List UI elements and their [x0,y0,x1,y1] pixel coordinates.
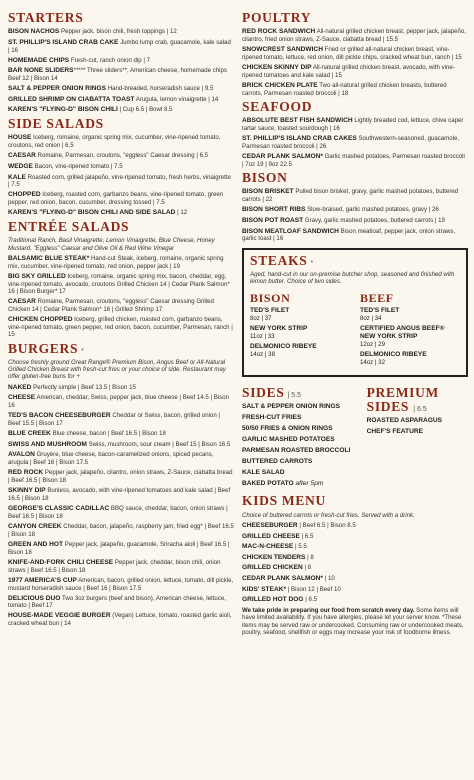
entree-salad-item [8,255,234,270]
side-item [242,480,359,488]
burger-item [8,612,234,627]
side-item-name: PARMESAN ROASTED BROCCOLI [242,447,351,455]
steaks-beef-heading: BEEF [360,290,394,305]
sides-list [242,403,359,489]
side-salad-item-desc: Iceberg, romaine, organic spring mix, cucumber, vine-ripened tomato, croutons, red onion | 6.5 [8,134,221,150]
burger-item-desc: Perfectly simple | Beef 13.5 | Bison 15 [31,383,136,391]
kids-menu-intro: Choice of buttered carrots or fresh-cut fries. Served with a drink. [242,511,415,519]
kids-item-desc: | Bison 12 | Beef 10 [286,585,341,593]
steaks-beef-list [360,307,460,367]
burger-item-name: SWISS AND MUSHROOM [8,440,87,448]
burger-item [8,577,234,592]
burgers-title-mark: * [81,347,84,355]
side-salad-item [8,174,234,189]
kids-item [242,586,468,594]
bison-steak-item-price: 8oz | 37 [250,314,272,322]
beef-steak-item-name: TED'S FILET [360,306,400,314]
kids-item-name: CHEESEBURGER [242,521,298,529]
steaks-intro: Aged, hand-cut in our on-premise butcher shop, seasoned and finished with lemon butter. Choice of two sides. [250,270,455,286]
starter-item-desc: Hand-breaded, horseradish sauce | 9.5 [106,85,214,93]
bison-item-name: BISON MEATLOAF SANDWICH [242,227,339,235]
burger-item-name: KNIFE-AND-FORK CHILI CHEESE [8,558,114,566]
starter-item [8,67,234,82]
steaks-bison-column [250,289,350,370]
burger-item-desc: Pepper jack, jalapeño, guacamole, Sriracha aioli | Beef 16.5 | Bison 18 [8,540,230,556]
burger-item [8,541,234,556]
premium-sides-title-line2: SIDES [366,398,410,414]
kids-item-desc: | Beef 6.5 | Bison 8.5 [297,521,356,529]
poultry-item-name: RED ROCK SANDWICH [242,28,316,36]
bison-steak-item-price: 11oz | 33 [250,333,275,341]
steaks-heading [250,254,460,268]
burger-item-name: CHEESE [8,394,36,402]
bison-item-desc: Slow-braised, garlic mashed potatoes, gravy | 26 [305,206,439,214]
side-item [242,403,359,411]
burger-item-desc: Gruyère, blue cheese, bacon-caramelized onions, spiced pecans, arugula | Beef 16 | Bison 17.5 [8,451,214,467]
kids-item-desc: | 8 [302,564,312,572]
poultry-item-name: CHICKEN SKINNY DIP [242,63,312,71]
beef-steak-item-name: DELMONICO RIBEYE [360,351,427,359]
burgers-title: BURGERS [8,340,79,356]
starter-item-name: BAR NONE SLIDERS [8,67,74,75]
beef-steak-item-name: CERTIFIED ANGUS BEEF® NEW YORK STRIP [360,325,445,341]
side-salad-item-name: WEDGE [8,162,33,170]
entree-salad-item-desc: Romaine, Parmesan, croutons, "eggless" Caesar dressing Grilled Chicken 14 | Cedar Plank Salmon* 16 | Grilled Shrimp 17 [8,298,214,314]
poultry-item [242,64,468,79]
burger-item [8,505,234,520]
burger-item [8,595,234,610]
steaks-title-mark: * [310,259,314,267]
premium-sides-list [367,417,468,436]
starter-item-desc: Jumbo lump crab, guacamole, kale salad | 16 [8,38,231,54]
starter-item-desc: Arugula, lemon vinaigrette | 14 [134,95,219,103]
burger-item-desc: (Vegan) Lettuce, tomato, roasted garlic aioli, cracked wheat bun | 14 [8,612,232,628]
side-salad-item [8,209,234,217]
burger-item [8,559,234,574]
seafood-heading: SEAFOOD [242,99,313,115]
premium-sides-column [367,383,468,492]
seafood-item-desc: Lightly breaded cod, lettuce, chive caper tartar sauce, toasted sourdough | 16 [242,117,464,133]
starter-item [8,57,234,65]
steaks-bison-heading: BISON [250,290,291,305]
side-salads-heading: SIDE SALADS [8,116,104,132]
side-salad-item [8,191,234,206]
steaks-grid [250,289,460,370]
poultry-item-desc: All-natural grilled chicken breast, pepper jack, jalapeño, cilantro, fried onion straws, Z-Sauce, ciabatta bread | 15.5 [242,28,467,44]
side-item-name: BAKED POTATO [242,480,294,488]
steaks-box [242,248,468,377]
seafood-list [242,117,468,168]
kids-item-name: CEDAR PLANK SALMON* [242,574,323,582]
starter-item-desc: ***** Three sliders**, American cheese, homemade chips Beef 12 | Bison 14 [8,67,227,83]
burger-item [8,487,234,502]
entree-salads-heading: ENTRÉE SALADS [8,219,130,235]
footnote-lead: We take pride in preparing our food from scratch every day. [242,607,415,615]
poultry-item [242,82,468,97]
side-item [242,469,359,477]
kids-item [242,575,468,583]
beef-steak-item-price: 14oz | 32 [360,359,385,367]
starter-item-name: HOMEMADE CHIPS [8,56,70,64]
kids-item-desc: | 5.5 [293,543,307,551]
side-item [242,458,359,466]
burgers-list [8,384,234,628]
side-item [242,436,359,444]
entree-salads-intro: Traditional Ranch, Basil Vinaigrette, Lemon Vinaigrette, Blue Cheese, Honey Mustard, "Eggless" Caesar and Olive Oil & Red Wine Vinegar [8,237,215,252]
poultry-item [242,46,468,61]
burger-item-desc: Cheddar or Swiss, bacon, grilled onion | Beef 15.5 | Bison 17 [8,412,220,428]
kids-item-desc: | 8 [305,553,314,561]
bison-item-name: BISON BRISKET [242,188,294,196]
entree-salads-list [8,255,234,339]
premium-sides-title-line1: PREMIUM [366,384,439,400]
bison-steak-item [250,307,350,322]
side-item [242,414,359,422]
burger-item-desc: BBQ sauce, cheddar, bacon, onion straws | Beef 16.5 | Bison 18 [8,505,228,520]
side-salad-item-desc: Iceberg, roasted corn, garbanzo beans, vine-ripened tomato, green pepper, red onion, bacon, cucumber, dressing tossed | 7.5 [8,191,224,207]
footnote [242,607,468,636]
kids-item-name: GRILLED CHICKEN [242,564,303,572]
starter-item-desc: Pepper jack, bison chili, fresh toppings | 12 [59,28,177,36]
bison-item-name: BISON POT ROAST [242,216,304,224]
seafood-item-name: ST. PHILLIP'S ISLAND CRAB CAKES [242,135,357,143]
kids-menu-heading: KIDS MENU [242,493,326,509]
bison-item-desc: Gravy, garlic mashed potatoes, buttered carrots | 19 [303,216,445,224]
seafood-item [242,135,468,150]
entree-salad-item-name: BIG SKY GRILLED [8,272,66,280]
burger-item-desc: Two 3oz burgers (beef and bison), American cheese, lettuce, tomato | Beef 17 [8,594,226,610]
starters-list [8,28,234,114]
footnote-text: Some items will have limited availability. If you have allergies, please let your server know. *These items may be served raw or undercooked. Consuming raw or undercooked meats, poultry, seafood, shellfish or eggs may increase your risk of foodborne illness. [242,607,464,636]
bison-list [242,188,468,242]
side-salad-item [8,134,234,149]
side-salad-item-desc: Romaine, Parmesan, croutons, "eggless" Caesar dressing | 6.5 [35,152,209,160]
side-salad-item-desc: | 12 [175,209,188,217]
kids-item [242,533,468,541]
entree-salad-item-desc: Hand-cut Steak, iceberg, romaine, organic spring mix, cucumber, vine-ripened tomato, red onion, pepper jack | 19 [8,255,224,270]
burger-item-desc: Pepper jack, cheddar, bison chili, onion straws | Beef 16.5 | Bison 18 [8,558,221,574]
poultry-item-desc: Fried or grilled all-natural chicken breast, vine-ripened tomato, lettuce, red onion, dill pickle chips, cracked wheat bun, ranch | 15 [242,46,462,61]
bison-item [242,188,468,203]
poultry-item-desc: Two all-natural grilled chicken breasts, buttered carrots, Parmesan roasted broccoli | 18 [242,81,447,97]
entree-salad-item-desc: Iceberg, romaine, organic spring mix, bacon, cheddar, egg, vine-ripened tomato, avocado, croutons Grilled Chicken 14 | Cedar Plank Salmon* 16 | Bison Burger* 17 [8,272,230,296]
burger-item-name: CANYON CREEK [8,522,62,530]
burger-item [8,441,234,449]
beef-steak-item [360,307,460,322]
burger-item-desc: Swiss, mushroom, sour cream | Beef 15 | Bison 16.5 [86,440,231,448]
seafood-item-desc: Garlic mashed potatoes, Parmesan roasted broccoli | 7oz 19 | 9oz 22.5 [242,153,465,168]
burger-item [8,412,234,427]
premium-side-item [367,428,468,436]
starter-item-desc: Fresh-cut, ranch onion dip | 7 [69,56,151,64]
burger-item [8,394,234,409]
burger-item-desc: American, cheddar, Swiss, pepper jack, blue cheese | Beef 14.5 | Bison 16 [8,394,229,410]
bison-steak-item-price: 14oz | 38 [250,351,275,359]
starter-item [8,85,234,93]
bison-item [242,217,468,225]
burger-item-name: BLUE CREEK [8,430,51,438]
kids-item [242,554,468,562]
burger-item-name: GEORGE'S CLASSIC CADILLAC [8,505,110,513]
starters-heading: STARTERS [8,10,84,25]
side-salad-item-name: KALE [8,173,26,181]
burger-item [8,451,234,466]
burger-item-name: RED ROCK [8,469,44,477]
bison-heading: BISON [242,170,288,186]
starter-item [8,106,234,114]
bison-steak-item [250,325,350,340]
kids-item [242,522,468,530]
burger-item [8,469,234,484]
sides-grid [242,383,468,492]
starter-item-name: KAREN'S "FLYING-D" BISON CHILI [8,106,118,114]
side-salad-item-name: CAESAR [8,152,36,160]
poultry-item-desc: All-natural grilled chicken breast, avocado, with vine-ripened tomatoes and kale salad | 15 [242,63,455,79]
poultry-item-name: BRICK CHICKEN PLATE [242,81,318,89]
premium-sides-price: | 6.5 [413,405,427,413]
sides-column [242,383,359,492]
premium-side-item [367,417,468,425]
side-salad-item-name: CHOPPED [8,191,41,199]
burger-item-name: SKINNY DIP [8,487,46,495]
seafood-item-name: ABSOLUTE BEST FISH SANDWICH [242,117,353,125]
entree-salad-item [8,298,234,313]
kids-item-name: GRILLED CHEESE [242,532,300,540]
burger-item-name: TED'S BACON CHEESEBURGER [8,412,111,420]
starter-item [8,28,234,36]
starter-item-name: BISON NACHOS [8,28,60,36]
burgers-intro: Choose freshly ground Great Range® Premium Bison, Angus Beef or All-Natural Grilled Chicken Breast with fresh-cut fries or your choice of side. Restaurant may offer gluten-free buns for + [8,358,226,381]
burger-item-desc: American, bacon, grilled onion, lettuce, tomato, dill pickle, mustard horseradish sauce | Beef 16 | Bison 17.5 [8,576,234,592]
burgers-heading [8,342,234,356]
entree-salad-item [8,273,234,296]
seafood-item [242,117,468,132]
kids-item-desc: | 10 [322,574,335,582]
right-column [242,8,468,636]
side-salad-item-desc: Bacon, vine-ripened tomato | 7.5 [32,162,123,170]
side-salad-item-name: HOUSE [8,134,32,142]
starter-item-name: SALT & PEPPER ONION RINGS [8,85,107,93]
poultry-list [242,28,468,97]
poultry-item-name: SNOWCREST SANDWICH [242,46,323,54]
seafood-item [242,153,468,168]
sides-heading [242,386,359,400]
left-column [8,8,234,630]
side-salad-item-desc: Roasted corn, grilled jalapeño, vine-ripened tomato, fresh herbs, vinaigrette | 7.5 [8,173,231,189]
burger-item-name: 1977 AMERICA'S CUP [8,576,77,584]
premium-side-item-name: ROASTED ASPARAGUS [366,416,443,424]
entree-salad-item-name: CAESAR [8,298,36,306]
kids-item-name: CHICKEN TENDERS [242,553,306,561]
burger-item-desc: Cheddar, bacon, jalapeño, raspberry jam, fried egg* | Beef 16.5 | Bison 18 [8,522,234,538]
entree-salad-item-desc: Iceberg, grilled chicken, roasted corn, garbanzo beans, vine-ripened tomato, green pepper, red onion, bacon, cucumber, Parmesan, ranch | 15 [8,316,233,339]
steaks-bison-list [250,307,350,359]
entree-salad-item-name: BALSAMIC BLUE STEAK* [8,255,90,263]
beef-steak-item-price: 8oz | 34 [360,314,382,322]
burger-item [8,523,234,538]
premium-sides-heading [367,386,468,414]
side-item-note: after 5pm [295,480,324,488]
side-salad-item [8,163,234,171]
bison-steak-item-name: TED'S FILET [250,306,290,314]
entree-salad-item [8,316,234,339]
side-item-name: GARLIC MASHED POTATOES [242,436,335,443]
beef-steak-item [360,325,460,348]
burger-item-name: DELICIOUS DUO [8,594,61,602]
beef-steak-item [360,351,460,366]
kids-item-name: KIDS' STEAK* [242,585,287,593]
entree-salad-item-name: CHICKEN CHOPPED [8,316,73,324]
page-corner-mark: · · · · · · · [450,1,464,5]
kids-item-name: GRILLED HOT DOG [242,596,304,604]
kids-item [242,564,468,572]
kids-item-desc: | 6.5 [299,532,314,540]
bison-steak-item [250,343,350,358]
poultry-item [242,28,468,43]
steaks-beef-column [360,289,460,370]
side-item-name: 50/50 FRIES & ONION RINGS [242,424,333,432]
kids-item [242,543,468,551]
burger-item-desc: Blue cheese, bacon | Beef 16.5 | Bison 18 [50,430,166,438]
bison-item [242,228,468,243]
bison-steak-item-name: DELMONICO RIBEYE [250,343,317,351]
kids-item-name: MAC-N-CHEESE [242,543,294,551]
beef-steak-item-price: 12oz | 29 [360,341,385,349]
side-item-name: FRESH-CUT FRIES [242,413,302,421]
burger-item-name: AVALON [8,451,35,459]
side-item-name: SALT & PEPPER ONION RINGS [242,402,341,410]
seafood-item-name: CEDAR PLANK SALMON* [242,153,323,161]
side-item [242,447,359,455]
burger-item-name: NAKED [8,383,32,391]
burger-item-name: GREEN AND HOT [8,540,64,548]
burger-item [8,384,234,392]
sides-title: SIDES [242,384,285,400]
burger-item-name: HOUSE-MADE VEGGIE BURGER [8,612,111,620]
side-item [242,425,359,433]
side-salad-item [8,152,234,160]
kids-menu-list [242,522,468,604]
starter-item [8,39,234,54]
starter-item-name: ST. PHILLIP'S ISLAND CRAB CAKE [8,38,119,46]
seafood-item-desc: Southwestern-seasoned, guacamole, Parmesan roasted broccoli | 26 [242,135,460,151]
starter-item [8,96,234,104]
side-salads-list [8,134,234,217]
sides-price: | 5.5 [287,391,302,399]
bison-item-desc: Bison meatloaf, pepper jack, onion straws, garlic toast | 16 [242,227,456,243]
burger-item-desc: Pepper jack, jalapeño, cilantro, onion straws, Z-Sauce, ciabatta bread | Beef 16.5 | Bison 18 [8,469,233,485]
side-salad-item-name: KAREN'S "FLYING-D" BISON CHILI AND SIDE SALAD [8,209,176,217]
premium-side-item-name: CHEF'S FEATURE [366,427,424,435]
burger-item [8,430,234,438]
steaks-title: STEAKS [250,252,308,268]
starter-item-desc: | Cup 6.5 | Bowl 8.5 [117,106,173,114]
starter-item-name: GRILLED SHRIMP ON CIABATTA TOAST [8,95,135,103]
kids-item [242,596,468,604]
bison-item-name: BISON SHORT RIBS [242,206,306,214]
bison-steak-item-name: NEW YORK STRIP [250,325,308,333]
bison-item [242,206,468,214]
bison-item-desc: Pulled bison brisket, gravy, garlic mashed potatoes, buttered carrots | 22 [242,188,459,204]
side-item-name: BUTTERED CARROTS [242,458,313,466]
burger-item-desc: Bunless, avocado, with vine-ripened tomatoes and kale salad | Beef 16.5 | Bison 18 [8,487,231,503]
side-item-name: KALE SALAD [242,469,285,477]
kids-item-desc: | 6.5 [303,596,317,604]
poultry-heading: POULTRY [242,10,312,25]
